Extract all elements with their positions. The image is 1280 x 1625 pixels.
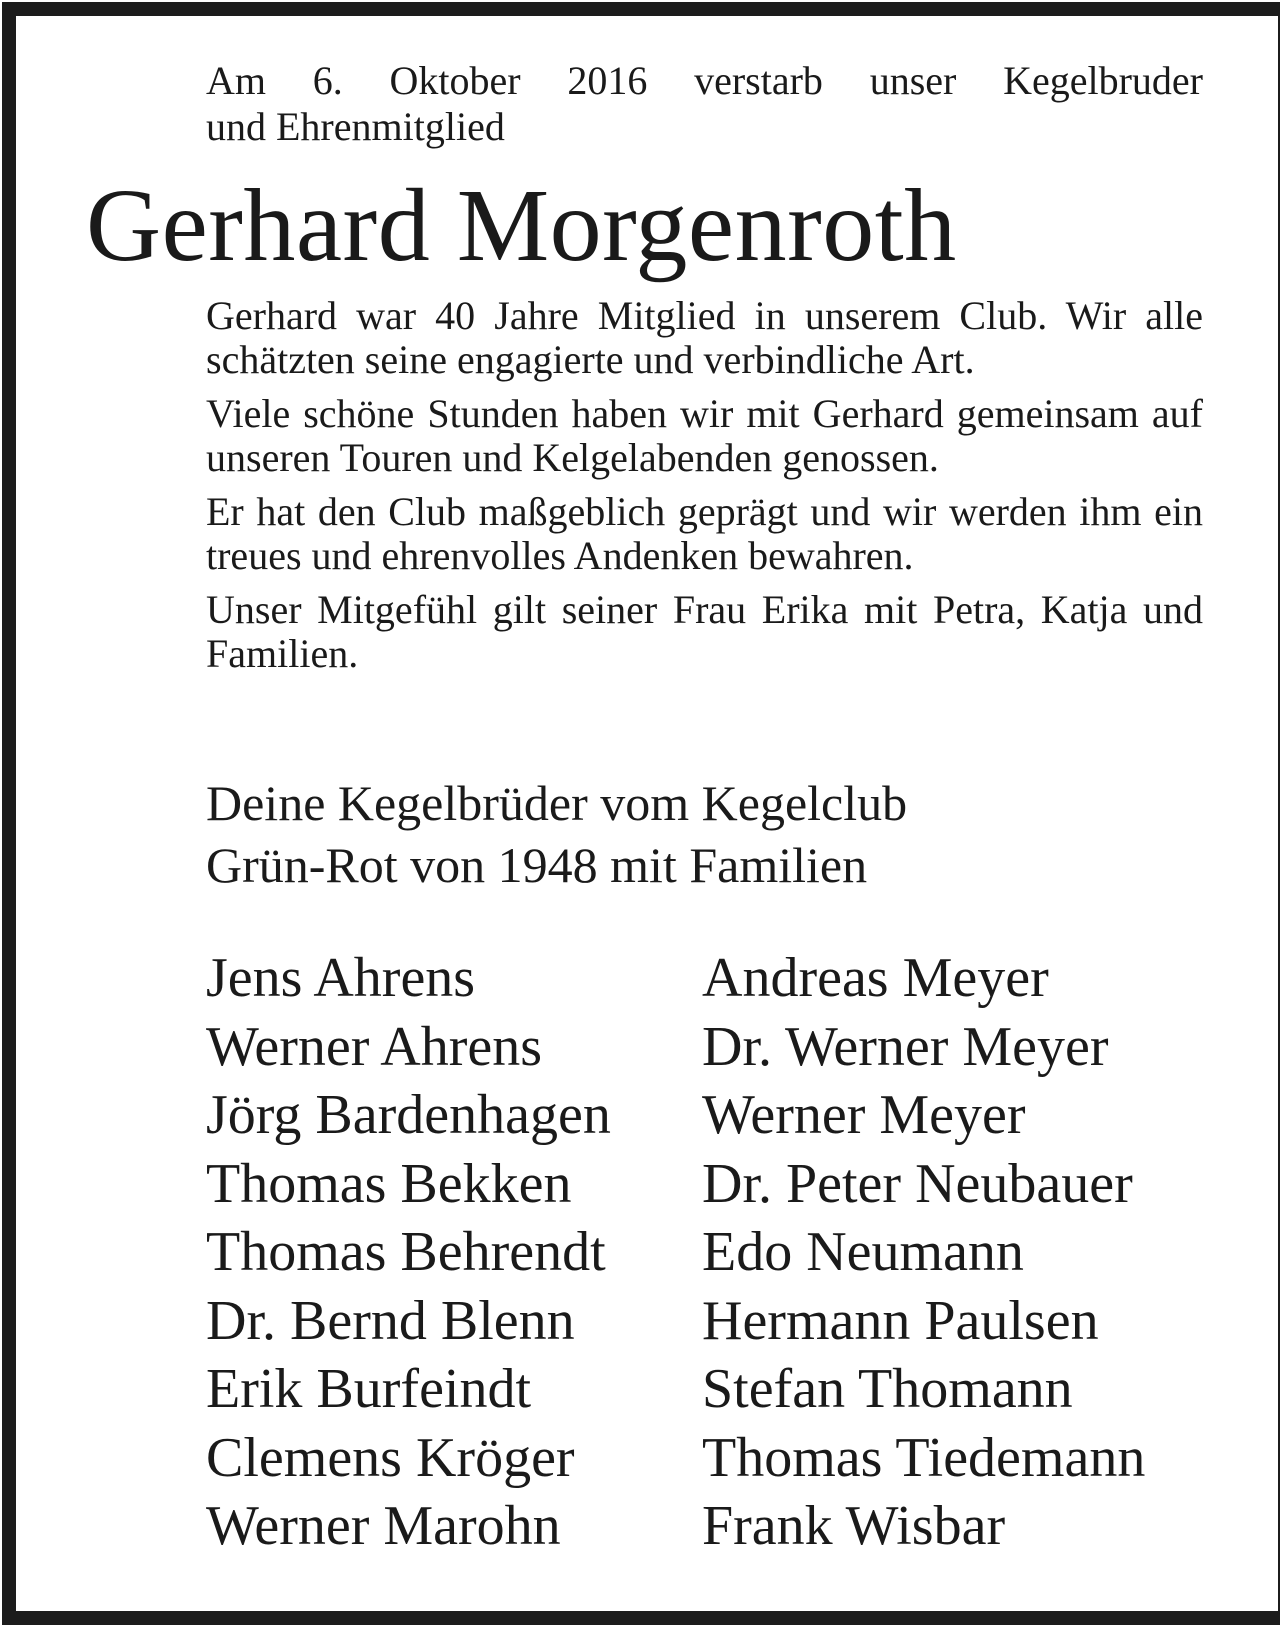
signatory: Jens Ahrens — [206, 947, 476, 1009]
signatory: Stefan Thomann — [702, 1358, 1073, 1420]
signatories-right-column — [702, 944, 1145, 1561]
signatory: Jörg Bardenhagen — [206, 1084, 611, 1146]
signatory: Edo Neumann — [702, 1221, 1024, 1283]
signatory: Dr. Werner Meyer — [702, 1015, 1109, 1078]
signatory: Werner Meyer — [702, 1084, 1026, 1146]
closing-signature — [206, 772, 1203, 896]
signatory: Werner Ahrens — [206, 1015, 543, 1078]
signatory: Thomas Tiedemann — [702, 1426, 1146, 1489]
signatory: Clemens Kröger — [206, 1426, 575, 1489]
signatory: Frank Wisbar — [702, 1495, 1006, 1557]
signatory: Werner Marohn — [206, 1495, 561, 1557]
signatory: Andreas Meyer — [702, 947, 1049, 1009]
closing-line-1: Deine Kegelbrüder vom Kegelclub — [206, 775, 908, 831]
signatories-left-column — [206, 944, 611, 1561]
signatory: Dr. Bernd Blenn — [206, 1289, 575, 1352]
intro-line-1: Am 6. Oktober 2016 verstarb unser Kegelbruder — [206, 58, 1203, 103]
intro-text — [206, 58, 1203, 150]
paragraph-membership: Gerhard war 40 Jahre Mitglied in unserem Club. Wir alle schätzten seine engagierte und verbindliche Art. — [206, 293, 1203, 382]
paragraph-memories: Viele schöne Stunden haben wir mit Gerhard gemeinsam auf unseren Touren und Kelgelabenden genossen. — [206, 391, 1203, 480]
signatory: Erik Burfeindt — [206, 1358, 532, 1420]
signatory: Dr. Peter Neubauer — [702, 1152, 1133, 1215]
closing-line-2: Grün-Rot von 1948 mit Familien — [206, 837, 868, 893]
signatory: Thomas Behrendt — [206, 1221, 606, 1283]
intro-line-2: und Ehrenmitglied — [206, 104, 505, 149]
deceased-name: Gerhard Morgenroth — [86, 168, 957, 283]
notice-body — [206, 294, 1203, 686]
paragraph-condolence: Unser Mitgefühl gilt seiner Frau Erika mit Petra, Katja und Familien. — [206, 587, 1203, 676]
obituary-notice — [2, 2, 1280, 1625]
signatory: Thomas Bekken — [206, 1152, 572, 1215]
signatory: Hermann Paulsen — [702, 1289, 1099, 1352]
paragraph-remembrance: Er hat den Club maßgeblich geprägt und wir werden ihm ein treues und ehrenvolles Andenken bewahren. — [206, 489, 1203, 578]
